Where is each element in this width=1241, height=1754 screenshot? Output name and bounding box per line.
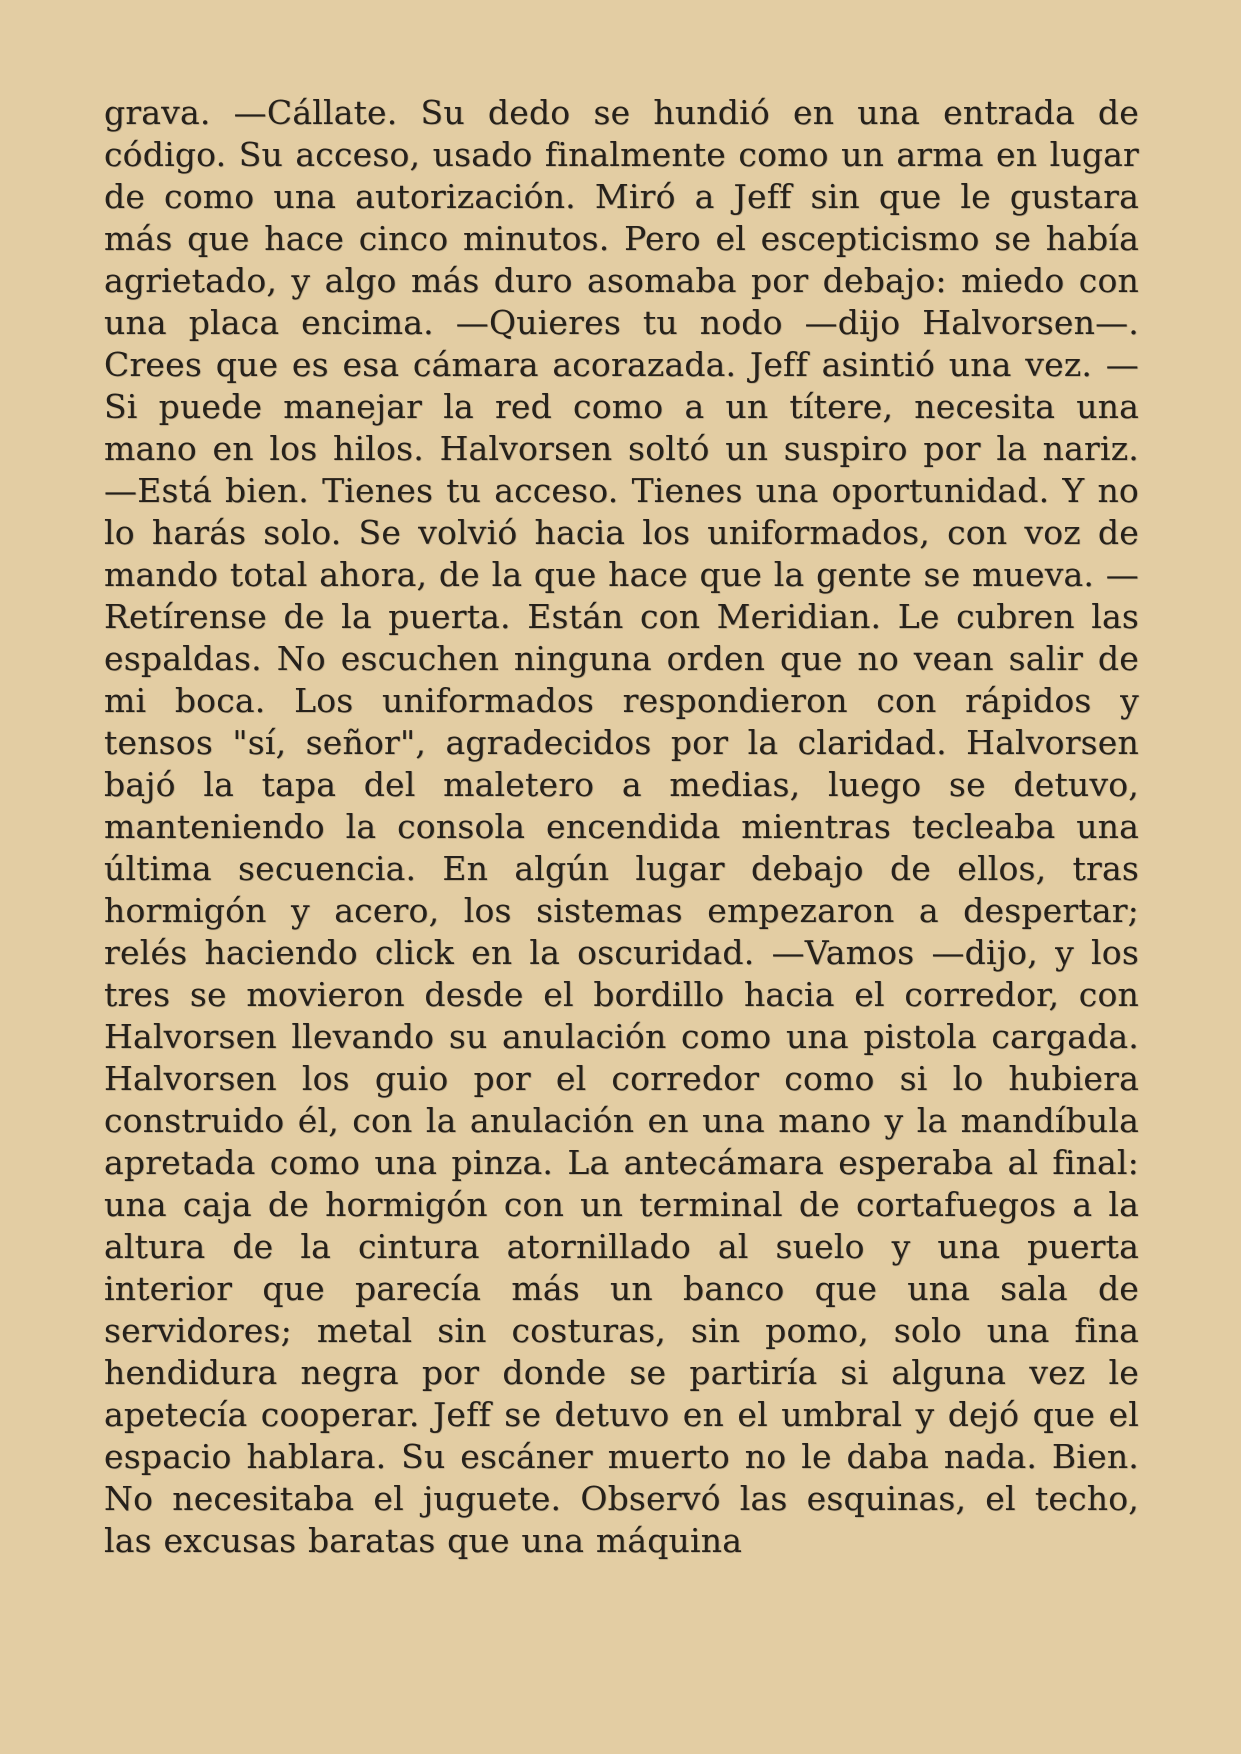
page-paragraph: grava. —Cállate. Su dedo se hundió en una entrada de código. Su acceso, usado finalmente como un arma en lugar de como una autorización. Miró a Jeff sin que le gustara más que hace cinco minutos. Pero el escepticismo se había agrietado, y algo más duro asomaba por debajo: miedo con una placa encima. —Quieres tu nodo —dijo Halvorsen—. Crees que es esa cámara acorazada. Jeff asintió una vez. —Si puede manejar la red como a un títere, necesita una mano en los hilos. Halvorsen soltó un suspiro por la nariz. —Está bien. Tienes tu acceso. Tienes una oportunidad. Y no lo harás solo. Se volvió hacia los uniformados, con voz de mando total ahora, de la que hace que la gente se mueva. —Retírense de la puerta. Están con Meridian. Le cubren las espaldas. No escuchen ninguna orden que no vean salir de mi boca. Los uniformados respondieron con rápidos y tensos "sí, señor", agradecidos por la claridad. Halvorsen bajó la tapa del maletero a medias, luego se detuvo, manteniendo la consola encendida mientras tecleaba una última secuencia. En algún lugar debajo de ellos, tras hormigón y acero, los sistemas empezaron a despertar; relés haciendo click en la oscuridad. —Vamos —dijo, y los tres se movieron desde el bordillo hacia el corredor, con Halvorsen llevando su anulación como una pistola cargada. Halvorsen los guio por el corredor como si lo hubiera construido él, con la anulación en una mano y la mandíbula apretada como una pinza. La antecámara esperaba al final: una caja de hormigón con un terminal de cortafuegos a la altura de la cintura atornillado al suelo y una puerta interior que parecía más un banco que una sala de servidores; metal sin costuras, sin pomo, solo una fina hendidura negra por donde se partiría si alguna vez le apetecía cooperar. Jeff se detuvo en el umbral y dejó que el espacio hablara. Su escáner muerto no le daba nada. Bien. No necesitaba el juguete. Observó las esquinas, el techo, las excusas baratas que una máquina	[104, 93, 1139, 1560]
